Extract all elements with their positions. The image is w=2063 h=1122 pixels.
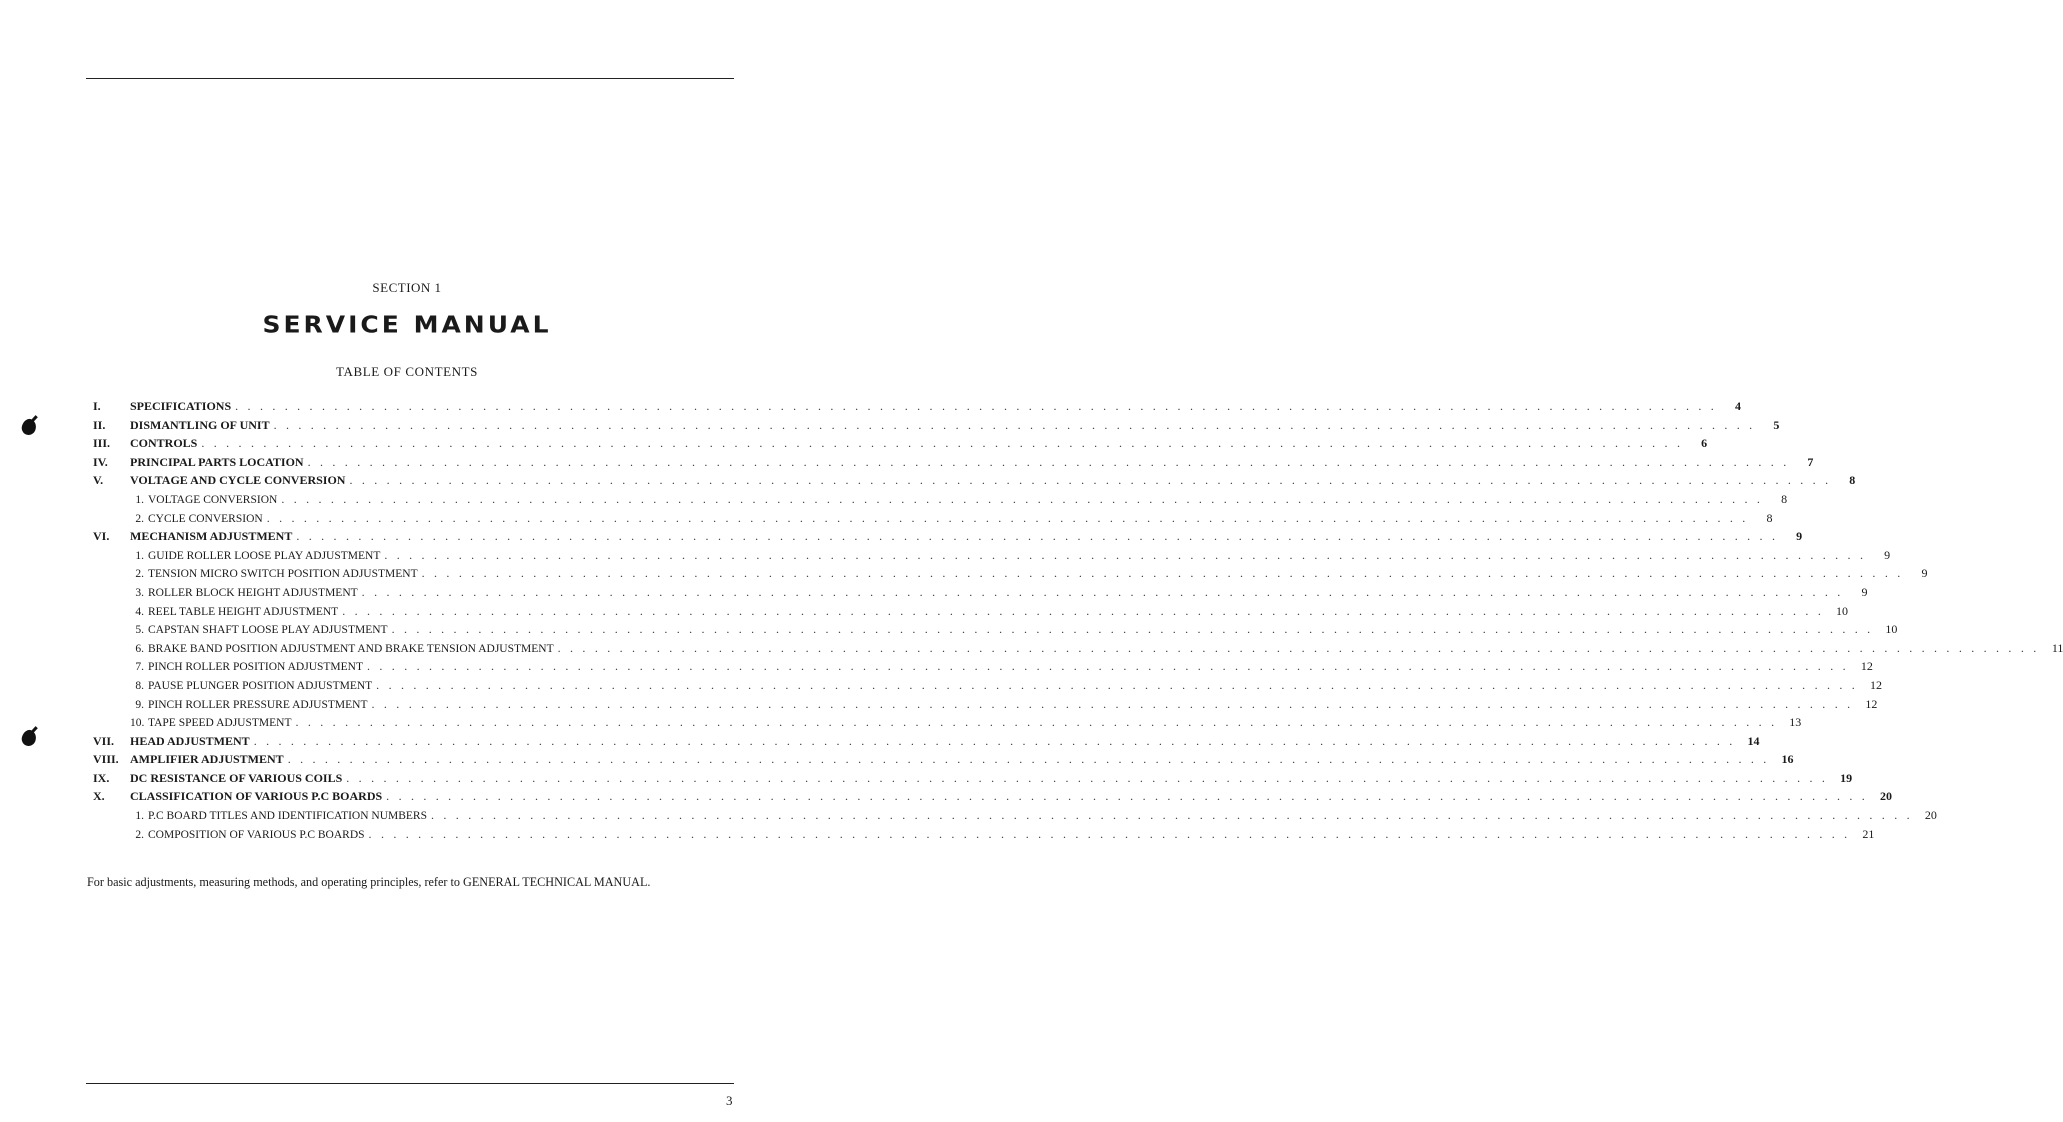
toc-entry-page: 12 bbox=[1865, 696, 1878, 711]
footnote: For basic adjustments, measuring methods, and operating principles, refer to GENERAL TECHNICAL MANUAL. bbox=[87, 875, 651, 889]
toc-entry-number: I. bbox=[93, 399, 101, 413]
toc-entry bbox=[93, 547, 1891, 567]
toc-entry-page: 16 bbox=[1781, 752, 1794, 767]
toc-entry-title bbox=[130, 829, 365, 841]
leader-dots: . . . . . . . . . . . . . . . . . . . . . . . . . . . . . . . . . . . . . . . . . . . . . . . . . . . . . . . . . . . . . . . . . . . . . . . . . . . . . . . . . . . . . . . . . . . . . . . . . . . . . . . . . . . . . . . . . . . . . . . . bbox=[557, 640, 2040, 655]
toc-subentry-number: 2. bbox=[135, 828, 144, 841]
toc-entry-title bbox=[130, 513, 263, 525]
toc-heading: TABLE OF CONTENTS bbox=[335, 364, 479, 379]
bottom-rule bbox=[86, 1083, 734, 1084]
toc-entry-title bbox=[130, 643, 554, 655]
toc-subentry-number: 2. bbox=[135, 512, 144, 525]
toc-subentry-text: PINCH ROLLER POSITION ADJUSTMENT bbox=[148, 661, 363, 674]
toc-entry-title bbox=[130, 494, 277, 506]
toc-entry-title bbox=[130, 680, 372, 692]
toc-entry bbox=[93, 566, 1928, 585]
toc-entry-page: 13 bbox=[1789, 715, 1802, 730]
toc-entry-page: 20 bbox=[1879, 789, 1892, 804]
toc-entry bbox=[93, 529, 1803, 548]
leader-dots: . . . . . . . . . . . . . . . . . . . . . . . . . . . . . . . . . . . . . . . . . . . . . . . . . . . . . . . . . . . . . . . . . . . . . . . . . . . . . . . . . . . . . . . . . . . . . . . . . . . . . . . . . . . . . . . . . . . . . . . . bbox=[253, 733, 1736, 748]
leader-dots: . . . . . . . . . . . . . . . . . . . . . . . . . . . . . . . . . . . . . . . . . . . . . . . . . . . . . . . . . . . . . . . . . . . . . . . . . . . . . . . . . . . . . . . . . . . . . . . . . . . . . . . . . . . . . . . . . . . . . . . . bbox=[349, 473, 1832, 488]
toc-entry-title bbox=[130, 550, 380, 562]
toc-subentry-text: REEL TABLE HEIGHT ADJUSTMENT bbox=[148, 605, 339, 618]
toc-subentry-number: 1. bbox=[135, 810, 144, 823]
leader-dots: . . . . . . . . . . . . . . . . . . . . . . . . . . . . . . . . . . . . . . . . . . . . . . . . . . . . . . . . . . . . . . . . . . . . . . . . . . . . . . . . . . . . . . . . . . . . . . . . . . . . . . . . . . . . . . . . . . . . . . . . bbox=[361, 584, 1844, 599]
toc-subentry-number: 1. bbox=[135, 493, 144, 506]
toc-subentry-number: 8. bbox=[135, 679, 144, 692]
leader-dots: . . . . . . . . . . . . . . . . . . . . . . . . . . . . . . . . . . . . . . . . . . . . . . . . . . . . . . . . . . . . . . . . . . . . . . . . . . . . . . . . . . . . . . . . . . . . . . . . . . . . . . . . . . . . . . . . . . . . . . . . bbox=[367, 659, 1849, 674]
leader-dots: . . . . . . . . . . . . . . . . . . . . . . . . . . . . . . . . . . . . . . . . . . . . . . . . . . . . . . . . . . . . . . . . . . . . . . . . . . . . . . . . . . . . . . . . . . . . . . . . . . . . . . . . . . . . . . . . . . . . . . . . bbox=[266, 510, 1749, 525]
leader-dots: . . . . . . . . . . . . . . . . . . . . . . . . . . . . . . . . . . . . . . . . . . . . . . . . . . . . . . . . . . . . . . . . . . . . . . . . . . . . . . . . . . . . . . . . . . . . . . . . . . . . . . . . . . . . . . . . . . . . . . . . bbox=[368, 826, 1851, 841]
toc-entry-number: III. bbox=[93, 436, 111, 451]
toc-entry-number: V. bbox=[93, 473, 104, 488]
toc-entry-title: HEAD ADJUSTMENT bbox=[130, 733, 250, 748]
toc-subentry-text: COMPOSITION OF VARIOUS P.C BOARDS bbox=[148, 828, 365, 841]
toc-subentry-number: 1. bbox=[135, 549, 144, 562]
toc-entry bbox=[93, 733, 1760, 753]
leader-dots: . . . . . . . . . . . . . . . . . . . . . . . . . . . . . . . . . . . . . . . . . . . . . . . . . . . . . . . . . . . . . . . . . . . . . . . . . . . . . . . . . . . . . . . . . . . . . . . . . . . . . . . . . . . . . . . . . . . . . . . . bbox=[295, 715, 1778, 730]
table-of-contents bbox=[93, 399, 2063, 845]
toc-subentry-number: 4. bbox=[135, 605, 144, 618]
section-label: SECTION 1 bbox=[372, 280, 442, 295]
toc-entry-title: VOLTAGE AND CYCLE CONVERSION bbox=[130, 473, 346, 488]
toc-entry-page: 8 bbox=[1781, 491, 1788, 506]
toc-entry-page: 5 bbox=[1773, 417, 1780, 432]
toc-subentry-text: BRAKE BAND POSITION ADJUSTMENT AND BRAKE TENSION ADJUSTMENT bbox=[148, 642, 554, 655]
toc-entry bbox=[93, 603, 1849, 623]
toc-entry bbox=[93, 473, 1856, 492]
toc-entry-number: VI. bbox=[93, 529, 110, 544]
toc-subentry-number: 5. bbox=[135, 624, 144, 637]
toc-entry bbox=[93, 696, 1878, 716]
toc-entry bbox=[93, 752, 1794, 771]
toc-subentry-number: 2. bbox=[135, 568, 144, 581]
toc-entry bbox=[93, 826, 1875, 846]
toc-entry-title: AMPLIFIER ADJUSTMENT bbox=[130, 752, 284, 767]
toc-subentry-text: CYCLE CONVERSION bbox=[148, 512, 263, 525]
toc-entry bbox=[93, 510, 1773, 530]
top-rule bbox=[86, 78, 734, 79]
page-number: 3 bbox=[726, 1093, 733, 1108]
toc-entry bbox=[93, 584, 1868, 604]
toc-subentry-text: VOLTAGE CONVERSION bbox=[148, 493, 278, 506]
toc-subentry-number: 6. bbox=[135, 642, 144, 655]
leader-dots: . . . . . . . . . . . . . . . . . . . . . . . . . . . . . . . . . . . . . . . . . . . . . . . . . . . . . . . . . . . . . . . . . . . . . . . . . . . . . . . . . . . . . . . . . . . . . . . . . . . . . . . . . . . . . . . . . . . . . . . . bbox=[391, 622, 1874, 637]
toc-entry-page: 4 bbox=[1734, 399, 1741, 413]
toc-entry-page: 14 bbox=[1747, 733, 1760, 748]
toc-subentry-text: TENSION MICRO SWITCH POSITION ADJUSTMENT bbox=[148, 568, 418, 581]
toc-subentry-text: ROLLER BLOCK HEIGHT ADJUSTMENT bbox=[148, 586, 358, 599]
toc-entry-page: 8 bbox=[1766, 510, 1773, 525]
toc-entry bbox=[93, 808, 1937, 827]
leader-dots: . . . . . . . . . . . . . . . . . . . . . . . . . . . . . . . . . . . . . . . . . . . . . . . . . . . . . . . . . . . . . . . . . . . . . . . . . . . . . . . . . . . . . . . . . . . . . . . . . . . . . . . . . . . . . . . . . . . . . . . . bbox=[376, 677, 1858, 692]
toc-entry-page: 21 bbox=[1862, 826, 1875, 841]
toc-entry-page: 12 bbox=[1869, 677, 1882, 692]
toc-entry-title bbox=[130, 624, 388, 636]
toc-subentry-number: 3. bbox=[135, 586, 144, 599]
toc-entry bbox=[93, 677, 1882, 697]
toc-subentry-text: CAPSTAN SHAFT LOOSE PLAY ADJUSTMENT bbox=[148, 624, 388, 637]
toc-entry bbox=[93, 622, 1898, 641]
toc-entry-number: II. bbox=[93, 417, 106, 432]
toc-subentry-text: PINCH ROLLER PRESSURE ADJUSTMENT bbox=[148, 698, 368, 711]
toc-subentry-text: PAUSE PLUNGER POSITION ADJUSTMENT bbox=[148, 679, 373, 692]
leader-dots: . . . . . . . . . . . . . . . . . . . . . . . . . . . . . . . . . . . . . . . . . . . . . . . . . . . . . . . . . . . . . . . . . . . . . . . . . . . . . . . . . . . . . . . . . . . . . . . . . . . . . . . . . . . . . . . . . . . . . . . . bbox=[296, 529, 1779, 544]
toc-subentry-number: 7. bbox=[135, 661, 144, 674]
toc-entry-page: 20 bbox=[1924, 808, 1937, 823]
leader-dots: . . . . . . . . . . . . . . . . . . . . . . . . . . . . . . . . . . . . . . . . . . . . . . . . . . . . . . . . . . . . . . . . . . . . . . . . . . . . . . . . . . . . . . . . . . . . . . . . . . . . . . . . . . . . . . . . . . . . . . . . bbox=[421, 566, 1904, 581]
leader-dots: . . . . . . . . . . . . . . . . . . . . . . . . . . . . . . . . . . . . . . . . . . . . . . . . . . . . . . . . . . . . . . . . . . . . . . . . . . . . . . . . . . . . . . . . . . . . . . . . . . . . . . . . . . . . . . . . . . . . . . . . bbox=[235, 399, 1717, 413]
toc-entry-title: DC RESISTANCE OF VARIOUS COILS bbox=[130, 770, 343, 785]
toc-entry-number: VIII. bbox=[93, 752, 119, 767]
toc-entry-title bbox=[130, 699, 368, 711]
leader-dots: . . . . . . . . . . . . . . . . . . . . . . . . . . . . . . . . . . . . . . . . . . . . . . . . . . . . . . . . . . . . . . . . . . . . . . . . . . . . . . . . . . . . . . . . . . . . . . . . . . . . . . . . . . . . . . . . . . . . . . . . bbox=[281, 491, 1764, 506]
toc-entry bbox=[93, 399, 1741, 418]
toc-subentry-number: 10. bbox=[130, 717, 145, 730]
toc-entry bbox=[93, 640, 2063, 660]
toc-entry-title: SPECIFICATIONS bbox=[130, 399, 232, 413]
leader-dots: . . . . . . . . . . . . . . . . . . . . . . . . . . . . . . . . . . . . . . . . . . . . . . . . . . . . . . . . . . . . . . . . . . . . . . . . . . . . . . . . . . . . . . . . . . . . . . . . . . . . . . . . . . . . . . . . . . . . . . . . bbox=[431, 808, 1913, 823]
toc-entry-title: MECHANISM ADJUSTMENT bbox=[130, 529, 293, 544]
toc-entry-page: 7 bbox=[1807, 454, 1814, 469]
toc-entry-title: PRINCIPAL PARTS LOCATION bbox=[130, 454, 304, 469]
leader-dots: . . . . . . . . . . . . . . . . . . . . . . . . . . . . . . . . . . . . . . . . . . . . . . . . . . . . . . . . . . . . . . . . . . . . . . . . . . . . . . . . . . . . . . . . . . . . . . . . . . . . . . . . . . . . . . . . . . . . . . . . bbox=[384, 547, 1867, 562]
toc-subentry-number: 9. bbox=[135, 698, 144, 711]
toc-entry bbox=[93, 491, 1788, 511]
toc-entry-title bbox=[130, 587, 358, 599]
toc-entry bbox=[93, 789, 1892, 808]
toc-entry-number: VII. bbox=[93, 733, 115, 748]
toc-entry-title bbox=[130, 568, 418, 580]
toc-entry-page: 19 bbox=[1840, 770, 1853, 785]
toc-entry-page: 6 bbox=[1701, 436, 1708, 451]
toc-entry bbox=[93, 454, 1814, 474]
leader-dots: . . . . . . . . . . . . . . . . . . . . . . . . . . . . . . . . . . . . . . . . . . . . . . . . . . . . . . . . . . . . . . . . . . . . . . . . . . . . . . . . . . . . . . . . . . . . . . . . . . . . . . . . . . . . . . . . . . . . . . . . bbox=[371, 696, 1854, 711]
toc-entry-title bbox=[130, 661, 363, 673]
leader-dots: . . . . . . . . . . . . . . . . . . . . . . . . . . . . . . . . . . . . . . . . . . . . . . . . . . . . . . . . . . . . . . . . . . . . . . . . . . . . . . . . . . . . . . . . . . . . . . . . . . . . . . . . . . . . . . . . . . . . . . . . bbox=[273, 417, 1756, 432]
toc-entry-number: IX. bbox=[93, 770, 110, 785]
toc-entry-number: X. bbox=[93, 789, 105, 804]
toc-entry bbox=[93, 417, 1780, 437]
toc-entry-page: 9 bbox=[1884, 547, 1891, 562]
leader-dots: . . . . . . . . . . . . . . . . . . . . . . . . . . . . . . . . . . . . . . . . . . . . . . . . . . . . . . . . . . . . . . . . . . . . . . . . . . . . . . . . . . . . . . . . . . . . . . . . . . . . . . . . . . . . . . . . . . . . . . . . bbox=[386, 789, 1868, 804]
toc-entry-page: 12 bbox=[1860, 659, 1873, 674]
toc-entry-page: 9 bbox=[1861, 584, 1868, 599]
leader-dots: . . . . . . . . . . . . . . . . . . . . . . . . . . . . . . . . . . . . . . . . . . . . . . . . . . . . . . . . . . . . . . . . . . . . . . . . . . . . . . . . . . . . . . . . . . . . . . . . . . . . . . . . . . . . . . . . . . . . . . . . bbox=[201, 436, 1684, 451]
toc-entry-number: IV. bbox=[93, 454, 108, 469]
toc-entry-page: 9 bbox=[1921, 566, 1928, 581]
toc-subentry-text: P.C BOARD TITLES AND IDENTIFICATION NUMBERS bbox=[148, 810, 427, 823]
toc-entry-page: 8 bbox=[1849, 473, 1856, 488]
toc-entry-title bbox=[130, 717, 291, 729]
toc-entry-title: DISMANTLING OF UNIT bbox=[130, 417, 270, 432]
leader-dots: . . . . . . . . . . . . . . . . . . . . . . . . . . . . . . . . . . . . . . . . . . . . . . . . . . . . . . . . . . . . . . . . . . . . . . . . . . . . . . . . . . . . . . . . . . . . . . . . . . . . . . . . . . . . . . . . . . . . . . . . bbox=[307, 454, 1790, 469]
leader-dots: . . . . . . . . . . . . . . . . . . . . . . . . . . . . . . . . . . . . . . . . . . . . . . . . . . . . . . . . . . . . . . . . . . . . . . . . . . . . . . . . . . . . . . . . . . . . . . . . . . . . . . . . . . . . . . . . . . . . . . . . bbox=[287, 752, 1770, 767]
toc-entry-title bbox=[130, 606, 338, 618]
toc-entry bbox=[93, 715, 1802, 734]
leader-dots: . . . . . . . . . . . . . . . . . . . . . . . . . . . . . . . . . . . . . . . . . . . . . . . . . . . . . . . . . . . . . . . . . . . . . . . . . . . . . . . . . . . . . . . . . . . . . . . . . . . . . . . . . . . . . . . . . . . . . . . . bbox=[342, 603, 1825, 618]
toc-entry-title: CLASSIFICATION OF VARIOUS P.C BOARDS bbox=[130, 789, 383, 804]
toc-subentry-text: GUIDE ROLLER LOOSE PLAY ADJUSTMENT bbox=[148, 549, 381, 562]
toc-entry-title: CONTROLS bbox=[130, 436, 198, 451]
toc-entry-page: 11 bbox=[2051, 640, 2063, 655]
binder-hole-mark bbox=[20, 728, 38, 748]
toc-subentry-text: TAPE SPEED ADJUSTMENT bbox=[148, 717, 292, 730]
toc-entry bbox=[93, 770, 1853, 790]
toc-entry-page: 10 bbox=[1836, 603, 1849, 618]
toc-entry bbox=[93, 436, 1708, 455]
toc-entry bbox=[93, 659, 1873, 678]
toc-entry-page: 9 bbox=[1796, 529, 1803, 544]
page-title: SERVICE MANUAL bbox=[262, 311, 552, 338]
toc-entry-page: 10 bbox=[1885, 622, 1898, 637]
binder-hole-mark bbox=[20, 417, 38, 437]
leader-dots: . . . . . . . . . . . . . . . . . . . . . . . . . . . . . . . . . . . . . . . . . . . . . . . . . . . . . . . . . . . . . . . . . . . . . . . . . . . . . . . . . . . . . . . . . . . . . . . . . . . . . . . . . . . . . . . . . . . . . . . . bbox=[346, 770, 1829, 785]
toc-entry-title bbox=[130, 810, 427, 822]
